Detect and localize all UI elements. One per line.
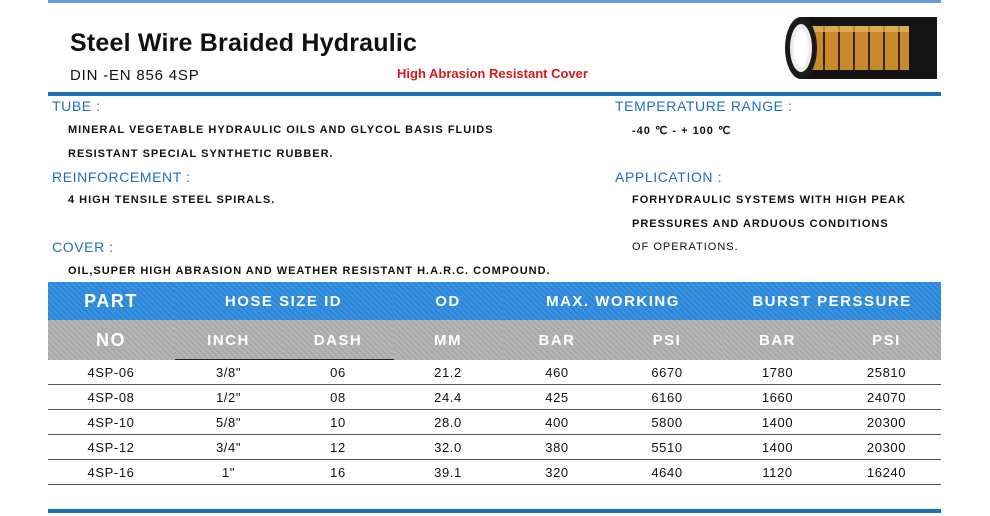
reinforcement-heading: REINFORCEMENT :: [52, 169, 191, 185]
cell-working-psi: 5510: [611, 435, 723, 460]
tube-heading: TUBE :: [52, 98, 101, 114]
table-row: [48, 435, 941, 460]
top-rule: [48, 0, 941, 3]
cell-inch: 3/4": [174, 435, 283, 460]
table-header-bottom: [48, 320, 941, 360]
cell-part-no: 4SP-08: [48, 385, 174, 410]
cell-burst-bar: 1660: [723, 385, 832, 410]
cell-burst-psi: 25810: [832, 360, 941, 385]
cell-od-mm: 28.0: [393, 410, 503, 435]
application-heading: APPLICATION :: [615, 169, 723, 185]
cell-burst-psi: 20300: [832, 410, 941, 435]
cell-part-no: 4SP-10: [48, 410, 174, 435]
cell-inch: 3/8": [174, 360, 283, 385]
bottom-rule: [48, 509, 941, 513]
cell-working-psi: 5800: [611, 410, 723, 435]
standard-subtitle: DIN -EN 856 4SP: [70, 67, 200, 84]
cover-line-1: OIL,SUPER HIGH ABRASION AND WEATHER RESISTANT H.A.R.C. COMPOUND.: [68, 265, 551, 277]
tube-line-2: RESISTANT SPECIAL SYNTHETIC RUBBER.: [68, 148, 334, 160]
cell-burst-psi: 20300: [832, 435, 941, 460]
cell-working-psi: 6670: [611, 360, 723, 385]
cell-od-mm: 39.1: [393, 460, 503, 485]
cell-burst-bar: 1400: [723, 410, 832, 435]
header-rule: [48, 92, 941, 96]
header-part: PART: [48, 282, 174, 320]
cell-burst-psi: 16240: [832, 460, 941, 485]
header-working-psi: PSI: [611, 320, 723, 360]
cell-working-bar: 425: [503, 385, 611, 410]
header-burst-psi: PSI: [832, 320, 941, 360]
table-row: [48, 385, 941, 410]
header-dash: DASH: [283, 320, 393, 360]
cell-od-mm: 24.4: [393, 385, 503, 410]
cell-part-no: 4SP-16: [48, 460, 174, 485]
cell-inch: 1/2": [174, 385, 283, 410]
header-no: NO: [48, 320, 174, 360]
temperature-value: -40 ℃ - + 100 ℃: [632, 125, 732, 137]
cell-inch: 1": [174, 460, 283, 485]
application-line-1: FORHYDRAULIC SYSTEMS WITH HIGH PEAK: [632, 194, 906, 206]
cell-working-bar: 320: [503, 460, 611, 485]
hose-image: [779, 14, 937, 82]
cell-dash: 16: [283, 460, 393, 485]
cell-part-no: 4SP-06: [48, 360, 174, 385]
table-row: [48, 360, 941, 385]
cover-heading: COVER :: [52, 239, 114, 255]
cell-dash: 12: [283, 435, 393, 460]
header-max-working: MAX. WORKING: [503, 282, 723, 320]
inch-dash-divider: [175, 359, 394, 360]
tube-line-1: MINERAL VEGETABLE HYDRAULIC OILS AND GLYCOL BASIS FLUIDS: [68, 124, 494, 136]
cell-working-psi: 4640: [611, 460, 723, 485]
cell-working-bar: 400: [503, 410, 611, 435]
table-header-top: [48, 282, 941, 320]
table-row: [48, 460, 941, 485]
header-mm: MM: [393, 320, 503, 360]
header-od: OD: [393, 282, 503, 320]
cell-burst-bar: 1780: [723, 360, 832, 385]
cell-working-bar: 460: [503, 360, 611, 385]
cell-od-mm: 32.0: [393, 435, 503, 460]
reinforcement-line-1: 4 HIGH TENSILE STEEL SPIRALS.: [68, 194, 276, 206]
cell-dash: 10: [283, 410, 393, 435]
application-line-3: OF OPERATIONS.: [632, 241, 739, 253]
cell-burst-psi: 24070: [832, 385, 941, 410]
cell-burst-bar: 1400: [723, 435, 832, 460]
cover-highlight: High Abrasion Resistant Cover: [397, 66, 588, 81]
cell-od-mm: 21.2: [393, 360, 503, 385]
cell-working-bar: 380: [503, 435, 611, 460]
application-line-2: PRESSURES AND ARDUOUS CONDITIONS: [632, 218, 889, 230]
table-row: [48, 410, 941, 435]
spec-table: [48, 282, 941, 485]
header-working-bar: BAR: [503, 320, 611, 360]
cell-part-no: 4SP-12: [48, 435, 174, 460]
header-inch: INCH: [174, 320, 283, 360]
header-hose-size-id: HOSE SIZE ID: [174, 282, 393, 320]
cell-working-psi: 6160: [611, 385, 723, 410]
cell-burst-bar: 1120: [723, 460, 832, 485]
header-burst-bar: BAR: [723, 320, 832, 360]
cell-dash: 06: [283, 360, 393, 385]
cell-inch: 5/8": [174, 410, 283, 435]
header-burst-pressure: BURST PERSSURE: [723, 282, 941, 320]
cell-dash: 08: [283, 385, 393, 410]
page-title: Steel Wire Braided Hydraulic: [70, 29, 418, 57]
temperature-heading: TEMPERATURE RANGE :: [615, 98, 793, 114]
